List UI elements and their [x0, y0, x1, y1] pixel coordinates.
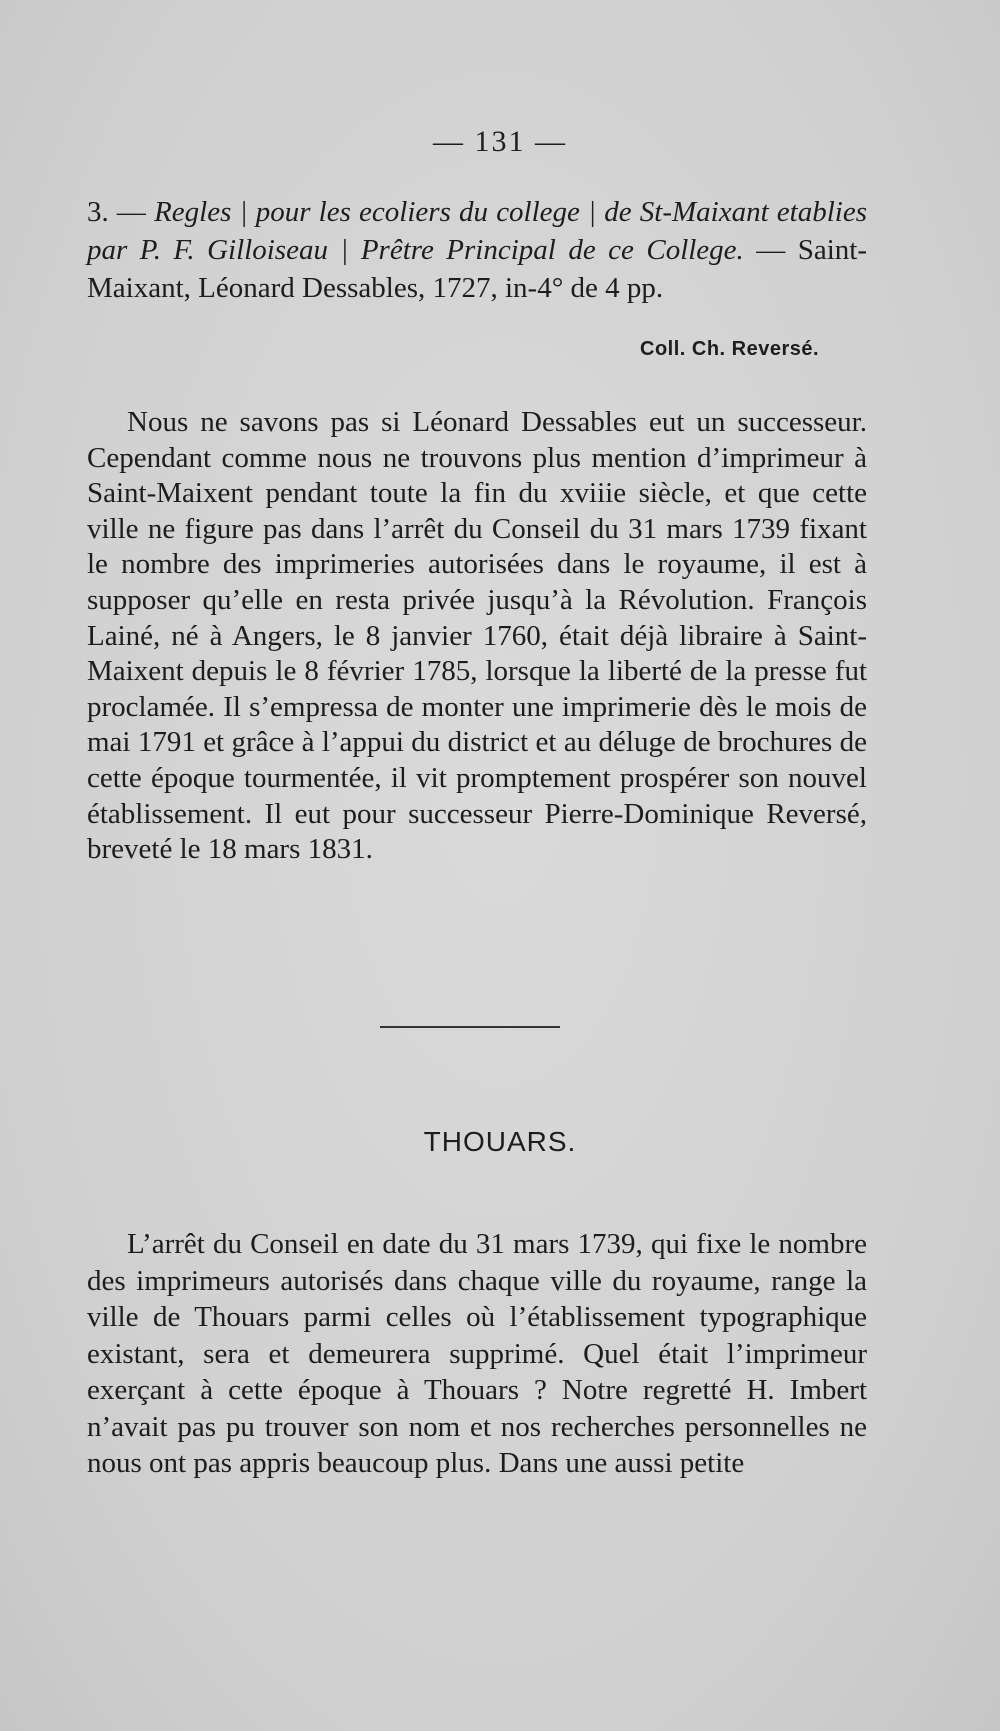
- bibliographic-entry: [87, 193, 867, 307]
- section-heading: THOUARS.: [423, 1126, 577, 1157]
- page-number: — 131 —: [433, 125, 567, 158]
- body-paragraph-saint-maixent: Nous ne savons pas si Léonard Dessables eut un successeur. Cependant comme nous ne trouvons plus mention d’imprimeur à Saint-Maixent pendant toute la fin du xviiie siècle, et que cette ville ne figure pas dans l’arrêt du Conseil du 31 mars 1739 fixant le nombre des imprimeries autorisées dans le royaume, il est à supposer qu’elle en resta privée jusqu’à la Révolution. François Lainé, né à Angers, le 8 janvier 1760, était déjà libraire à Saint-Maixent depuis le 8 février 1785, lorsque la liberté de la presse fut proclamée. Il s’empressa de monter une imprimerie dès le mois de mai 1791 et grâce à l’appui du district et au déluge de brochures de cette époque tourmentée, il vit promptement prospérer son nouvel établissement. Il eut pour successeur Pierre-Dominique Reversé, breveté le 18 mars 1831.: [87, 406, 867, 866]
- body-paragraph-thouars: L’arrêt du Conseil en date du 31 mars 1739, qui fixe le nombre des imprimeurs autorisés dans chaque ville du royaume, range la ville de Thouars parmi celles où l’établissement typographique existant, sera et demeurera supprimé. Quel était l’imprimeur exerçant à cette époque à Thouars ? Notre regretté H. Imbert n’avait pas pu trouver son nom et nos recherches personnelles ne nous ont pas appris beaucoup plus. Dans une aussi petite: [87, 1228, 867, 1479]
- entry-imprint: — Saint-Maixant, Léonard Dessables, 1727, in-4° de 4 pp.: [87, 234, 868, 304]
- entry-number: 3. —: [87, 196, 146, 228]
- section-divider: [380, 1026, 560, 1028]
- collection-note: Coll. Ch. Reversé.: [640, 338, 820, 360]
- entry-title: Regles | pour les ecoliers du college | de St-Maixant etablies par P. F. Gilloiseau | Prêtre Principal de ce College.: [87, 196, 868, 266]
